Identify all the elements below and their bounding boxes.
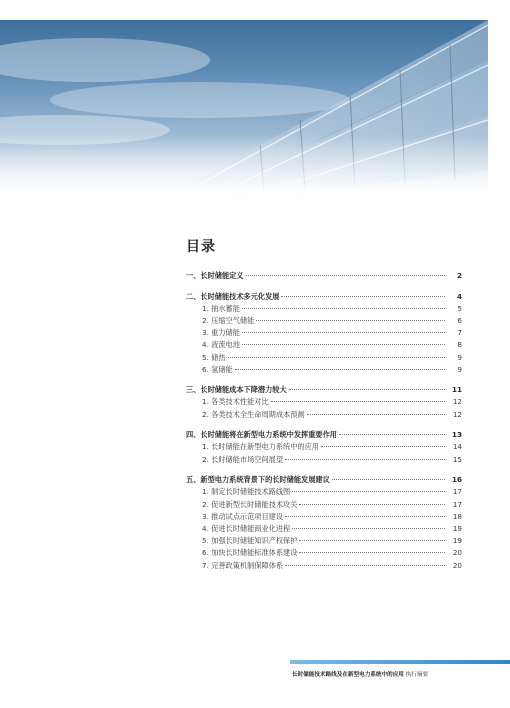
toc-chapter-entry-label: 四、长时储能将在新型电力系统中发挥重要作用: [186, 430, 337, 440]
toc-subsection-entry-page-number: 18: [452, 511, 462, 521]
dot-leader: [299, 540, 445, 541]
toc-subsection-entry-label: 4. 促进长时储能商业化进程: [202, 523, 291, 533]
dot-leader: [289, 389, 445, 390]
toc-subsection-entry-label: 1. 抽水蓄能: [202, 303, 240, 313]
dot-leader: [292, 491, 445, 492]
toc-subsection-entry-label: 3. 推动试点示范项目建设: [202, 511, 284, 521]
toc-subsection-entry-page-number: 7: [457, 328, 462, 338]
toc-subsection-entry[interactable]: [186, 396, 462, 408]
toc-subsection-entry-label: 2. 各类技术全生命周期成本预测: [202, 409, 305, 419]
toc-subsection-entry-page-number: 12: [452, 397, 462, 407]
toc-subsection-entry-label: 1. 长时储能在新型电力系统中的应用: [202, 442, 319, 452]
dot-leader: [292, 528, 445, 529]
toc-subsection-entry-label: 3. 重力储能: [202, 328, 240, 338]
footer-accent-bar: [290, 660, 510, 664]
toc-subsection-entry-page-number: 6: [457, 315, 462, 325]
toc-chapter-entry-page-number: 4: [456, 291, 462, 301]
dot-leader: [285, 459, 445, 460]
toc-subsection-entry[interactable]: [186, 339, 462, 351]
dot-leader: [271, 401, 445, 402]
toc-subsection-entry[interactable]: [186, 364, 462, 376]
toc-subsection-entry[interactable]: [186, 560, 462, 572]
toc-heading: 目录: [186, 239, 216, 255]
dot-leader: [242, 308, 445, 309]
toc-chapter-entry[interactable]: [186, 474, 462, 486]
toc-subsection-entry[interactable]: [186, 486, 462, 498]
toc-subsection-entry[interactable]: [186, 315, 462, 327]
dot-leader: [242, 332, 445, 333]
toc-subsection-entry-label: 2. 长时储能市场空间展望: [202, 454, 284, 464]
toc-subsection-entry-page-number: 9: [457, 352, 462, 362]
toc-chapter-entry-page-number: 2: [456, 271, 462, 280]
toc-subsection-entry-label: 1. 各类技术性能对比: [202, 397, 269, 407]
toc-subsection-entry-page-number: 8: [457, 340, 462, 350]
toc-subsection-entry-page-number: 19: [452, 523, 462, 533]
dot-leader: [228, 357, 445, 358]
dot-leader: [235, 369, 445, 370]
toc-subsection-entry-label: 2. 促进新型长时储能技术攻关: [202, 499, 298, 509]
dot-leader: [299, 552, 445, 553]
dot-leader: [321, 446, 445, 447]
toc-subsection-entry[interactable]: [186, 409, 462, 421]
toc-chapter-entry[interactable]: [186, 291, 462, 303]
toc-subsection-entry-page-number: 9: [457, 364, 462, 374]
toc-subsection-entry[interactable]: [186, 535, 462, 547]
footer-running-title: [292, 670, 428, 678]
toc-subsection-entry[interactable]: [186, 303, 462, 315]
dot-leader: [332, 479, 445, 480]
toc-chapter-entry-label: 五、新型电力系统背景下的长时储能发展建议: [186, 475, 330, 485]
toc-subsection-entry-label: 7. 完善政策机制保障体系: [202, 560, 284, 570]
toc-subsection-entry-label: 6. 氢储能: [202, 364, 233, 374]
toc-chapter-entry-label: 二、长时储能技术多元化发展: [186, 291, 280, 301]
toc-subsection-entry-label: 2. 压缩空气储能: [202, 315, 255, 325]
toc-subsection-entry-page-number: 17: [452, 487, 462, 497]
dot-leader: [246, 275, 445, 276]
toc-subsection-entry-label: 6. 加快长时储能标准体系建设: [202, 548, 298, 558]
dot-leader: [281, 296, 445, 297]
dot-leader: [285, 516, 445, 517]
cover-photo-solar-collectors: [0, 20, 488, 195]
toc-subsection-entry-page-number: 19: [452, 536, 462, 546]
toc-subsection-entry[interactable]: [186, 511, 462, 523]
toc-chapter-entry-page-number: 13: [451, 430, 462, 440]
footer-report-title: 长时储能技术路线及在新型电力系统中的应用: [292, 672, 404, 678]
toc-subsection-entry-page-number: 14: [452, 442, 462, 452]
toc-subsection-entry[interactable]: [186, 441, 462, 453]
toc-subsection-entry-page-number: 12: [452, 409, 462, 419]
toc-subsection-entry-label: 5. 加强长时储能知识产权保护: [202, 536, 298, 546]
toc-subsection-entry-page-number: 20: [452, 548, 462, 558]
toc-subsection-entry-page-number: 17: [452, 499, 462, 509]
footer-report-suffix: 执行摘要: [405, 672, 429, 678]
toc-chapter-entry-page-number: 11: [451, 385, 462, 395]
toc-chapter-entry-label: 三、长时储能成本下降潜力较大: [186, 385, 287, 395]
toc-chapter-entry[interactable]: [186, 429, 462, 441]
dot-leader: [339, 434, 445, 435]
dot-leader: [307, 414, 445, 415]
toc-subsection-entry-page-number: 5: [457, 303, 462, 313]
toc-subsection-entry-label: 5. 储热: [202, 352, 226, 362]
toc-chapter-entry[interactable]: [186, 270, 462, 282]
dot-leader: [299, 504, 445, 505]
toc-subsection-entry[interactable]: [186, 523, 462, 535]
toc-subsection-entry-page-number: 20: [452, 560, 462, 570]
dot-leader: [256, 320, 445, 321]
toc-chapter-entry[interactable]: [186, 384, 462, 396]
toc-subsection-entry[interactable]: [186, 327, 462, 339]
toc-subsection-entry[interactable]: [186, 454, 462, 466]
toc-subsection-entry-label: 4. 液流电池: [202, 340, 240, 350]
toc-subsection-entry[interactable]: [186, 352, 462, 364]
toc-subsection-entry[interactable]: [186, 547, 462, 559]
toc-chapter-entry-page-number: 16: [451, 475, 462, 485]
toc-chapter-entry-label: 一、长时储能定义: [186, 271, 244, 280]
toc-subsection-entry-label: 1. 制定长时储能技术路线图: [202, 487, 291, 497]
table-of-contents: [186, 270, 462, 572]
toc-subsection-entry[interactable]: [186, 499, 462, 511]
dot-leader: [285, 565, 445, 566]
toc-subsection-entry-page-number: 15: [452, 454, 462, 464]
dot-leader: [242, 344, 445, 345]
